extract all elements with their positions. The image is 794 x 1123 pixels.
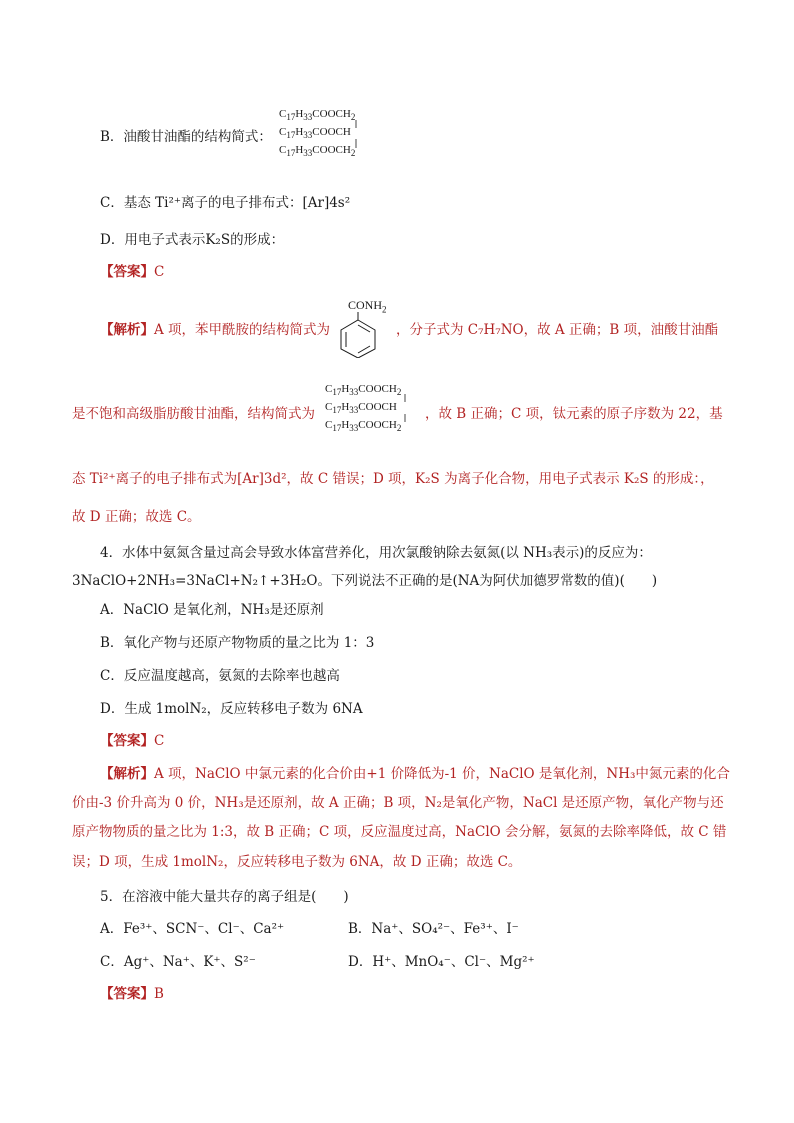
question-4-option-d: D．生成 1molN₂，反应转移电子数为 6NA (100, 701, 363, 717)
benzamide-group-label: $CONH_2$ (348, 298, 387, 315)
analysis-1-line-4: 故 D 正确；故选 C。 (72, 509, 201, 525)
struct-row-1: $C_{17}H_{33}COOCH_2$ (279, 108, 356, 123)
analysis-1-line-3: 态 Ti²⁺离子的电子排布式为[Ar]3d²，故 C 错误；D 项，K₂S 为离子化合物，用电子式表示 K₂S 的形成：， (72, 471, 714, 487)
answer-3 (100, 984, 164, 1004)
answer-value: C (154, 264, 165, 280)
analysis-2-text: A 项，NaClO 中氯元素的化合价由+1 价降低为-1 价，NaClO 是氧化剂，NH₃中氮元素的化合 (154, 766, 730, 782)
struct-row-3: $C_{17}H_{33}COOCH_2$ (279, 144, 356, 159)
analysis-2-line-2: 价由-3 价升高为 0 价，NH₃是还原剂，故 A 正确；B 项，N₂是氧化产物，NaCl 是还原产物，氧化产物与还 (72, 795, 724, 811)
answer-value: B (154, 986, 164, 1002)
analysis-label: 【解析】 (100, 322, 154, 338)
question-4-line-1: 4．水体中氨氮含量过高会导致水体富营养化，用次氯酸钠除去氨氮(以 NH₃表示)的反应为： (100, 545, 652, 561)
answer-2 (100, 731, 164, 751)
option-c-prefix: C．基态 Ti²⁺离子的电子排布式： (100, 195, 303, 211)
option-c-text (100, 193, 350, 213)
option-c-formula: [Ar]4s² (302, 195, 351, 211)
question-5-option-d: D．H⁺、MnO₄⁻、Cl⁻、Mg²⁺ (348, 954, 535, 970)
option-b-prefix: B．油酸甘油酯的结构简式： (100, 129, 272, 145)
question-4-option-c: C．反应温度越高，氨氮的去除率也越高 (100, 668, 340, 684)
answer-label: 【答案】 (100, 986, 154, 1002)
answer-label: 【答案】 (100, 733, 154, 749)
benzene-ring-icon (338, 312, 378, 358)
struct2-row-3: $C_{17}H_{33}COOCH_2$ (325, 419, 402, 434)
answer-1 (100, 262, 164, 282)
analysis-1-line-2a: 是不饱和高级脂肪酸甘油酯，结构简式为 (72, 406, 315, 422)
answer-label: 【答案】 (100, 264, 154, 280)
option-d-text: D．用电子式表示K₂S的形成： (100, 232, 285, 248)
answer-value: C (154, 733, 165, 749)
analysis-label: 【解析】 (100, 766, 154, 782)
analysis-1-line-2b: ，故 B 正确；C 项，钛元素的原子序数为 22，基 (425, 406, 723, 422)
analysis-2-line-3: 原产物物质的量之比为 1:3，故 B 正确；C 项，反应温度过高，NaClO 会分解，氨氮的去除率降低，故 C 错 (72, 824, 727, 840)
question-5-option-c: C．Ag⁺、Na⁺、K⁺、S²⁻ (100, 954, 256, 970)
question-5-stem: 5．在溶液中能大量共存的离子组是( ) (100, 889, 349, 905)
question-5-option-b: B．Na⁺、SO₄²⁻、Fe³⁺、I⁻ (348, 921, 519, 937)
question-4-option-a: A．NaClO 是氧化剂，NH₃是还原剂 (100, 602, 324, 618)
analysis-1-line-1b: ，分子式为 C₇H₇NO，故 A 正确；B 项，油酸甘油酯 (396, 322, 719, 338)
analysis-2-line-4: 误；D 项，生成 1molN₂，反应转移电子数为 6NA，故 D 正确；故选 C。 (72, 854, 522, 870)
question-5-option-a: A．Fe³⁺、SCN⁻、Cl⁻、Ca²⁺ (100, 921, 285, 937)
question-4-option-b: B．氧化产物与还原产物物质的量之比为 1：3 (100, 635, 375, 651)
analysis-1-line-1a (100, 320, 330, 340)
struct-row-2: $C_{17}H_{33}COOCH$ (279, 126, 351, 141)
struct2-row-2: $C_{17}H_{33}COOCH$ (325, 401, 397, 416)
glycerol-oleate-structure (325, 380, 401, 434)
analysis-2-line-1 (100, 764, 730, 784)
struct2-row-1: $C_{17}H_{33}COOCH_2$ (325, 383, 402, 398)
question-4-line-2: 3NaClO+2NH₃=3NaCl+N₂↑+3H₂O。下列说法不正确的是(NA为阿伏加德罗常数的值)( ) (72, 573, 658, 589)
analysis-1-text-a: A 项，苯甲酰胺的结构简式为 (154, 322, 331, 338)
